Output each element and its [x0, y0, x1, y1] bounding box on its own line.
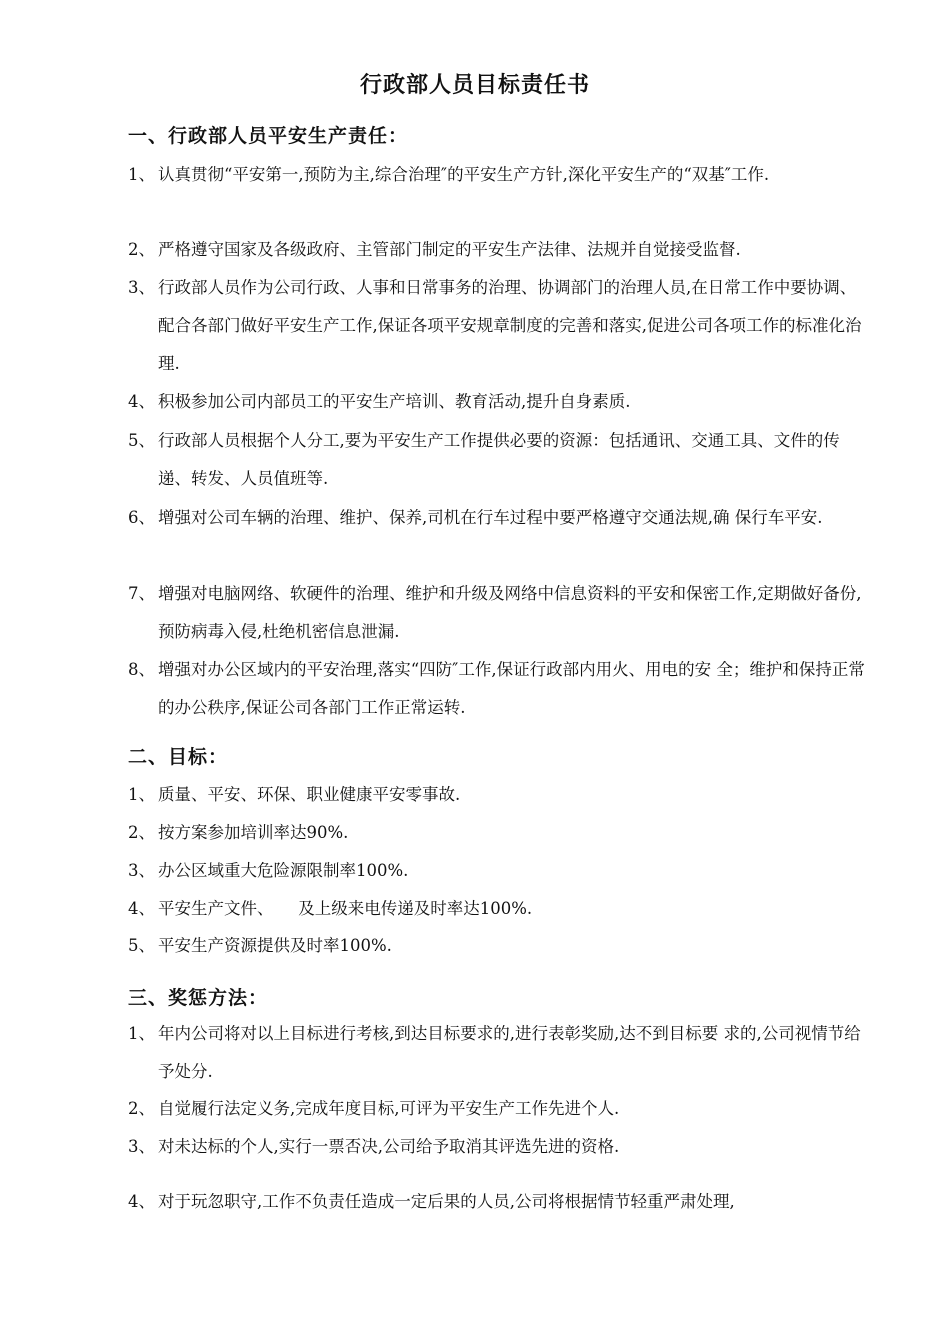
item-number: 4、 [128, 1192, 155, 1211]
list-item [128, 231, 870, 269]
list-item [128, 852, 870, 890]
list-item [128, 1090, 870, 1128]
item-text: 平安生产资源提供及时率100%. [158, 936, 392, 955]
item-text: 严格遵守国家及各级政府、主管部门制定的平安生产法律、法规并自觉接受监督. [158, 240, 741, 259]
item-text: 年内公司将对以上目标进行考核,到达目标要求的,进行表彰奖励,达不到目标要 求的,公司视情节给予处分. [158, 1024, 861, 1081]
section-heading-targets: 二、目标： [128, 746, 229, 768]
list-item [128, 651, 870, 727]
item-number: 5、 [128, 431, 155, 450]
item-text: 行政部人员作为公司行政、人事和日常事务的治理、协调部门的治理人员,在日常工作中要协调、配合各部门做好平安生产工作,保证各项平安规章制度的完善和落实,促进公司各项工作的标准化治理. [158, 278, 862, 373]
list-item [128, 269, 870, 383]
list-item [128, 776, 870, 814]
item-text: 增强对公司车辆的治理、维护、保养,司机在行车过程中要严格遵守交通法规,确 保行车平安. [158, 508, 823, 527]
item-number: 1、 [128, 785, 155, 804]
list-item [128, 156, 870, 194]
item-number: 3、 [128, 861, 155, 880]
list-item [128, 575, 870, 651]
list-item [128, 890, 870, 928]
list-item [128, 814, 870, 852]
item-text: 认真贯彻“平安第一,预防为主,综合治理″的平安生产方针,深化平安生产的“双基″工作. [158, 165, 770, 184]
item-number: 3、 [128, 1137, 155, 1156]
item-text: 增强对电脑网络、软硬件的治理、维护和升级及网络中信息资料的平安和保密工作,定期做好备份,预防病毒入侵,杜绝机密信息泄漏. [158, 584, 862, 641]
item-number: 8、 [128, 660, 155, 679]
item-number: 1、 [128, 1024, 155, 1043]
item-text: 质量、平安、环保、职业健康平安零事故. [158, 785, 461, 804]
list-item [128, 499, 870, 537]
list-item [128, 1128, 870, 1166]
item-number: 2、 [128, 823, 155, 842]
item-text: 办公区域重大危险源限制率100%. [158, 861, 409, 880]
section-heading-responsibility: 一、行政部人员平安生产责任： [128, 125, 409, 147]
item-text: 增强对办公区域内的平安治理,落实“四防″工作,保证行政部内用火、用电的安 全；维护和保持正常的办公秩序,保证公司各部门工作正常运转. [158, 660, 865, 717]
item-text: 对于玩忽职守,工作不负责任造成一定后果的人员,公司将根据情节轻重严肃处理, [158, 1192, 735, 1211]
list-item [128, 927, 870, 965]
item-number: 7、 [128, 584, 155, 603]
item-number: 6、 [128, 508, 155, 527]
item-text: 积极参加公司内部员工的平安生产培训、教育活动,提升自身素质. [158, 392, 631, 411]
item-text: 行政部人员根据个人分工,要为平安生产工作提供必要的资源：包括通讯、交通工具、文件的传递、转发、人员值班等. [158, 431, 840, 488]
item-number: 1、 [128, 165, 155, 184]
document-title: 行政部人员目标责任书 [359, 73, 590, 98]
item-number: 2、 [128, 1099, 155, 1118]
item-number: 5、 [128, 936, 155, 955]
item-number: 4、 [128, 899, 155, 918]
section-heading-rewards: 三、奖惩方法： [128, 987, 269, 1009]
item-number: 4、 [128, 392, 155, 411]
item-text: 平安生产文件、 及上级来电传递及时率达100%. [158, 899, 533, 918]
list-item [128, 383, 870, 421]
item-number: 3、 [128, 278, 155, 297]
list-item [128, 422, 870, 498]
list-item [128, 1015, 870, 1091]
item-number: 2、 [128, 240, 155, 259]
item-text: 对未达标的个人,实行一票否决,公司给予取消其评选先进的资格. [158, 1137, 620, 1156]
item-text: 按方案参加培训率达90%. [158, 823, 349, 842]
item-text: 自觉履行法定义务,完成年度目标,可评为平安生产工作先进个人. [158, 1099, 620, 1118]
list-item [128, 1183, 870, 1221]
